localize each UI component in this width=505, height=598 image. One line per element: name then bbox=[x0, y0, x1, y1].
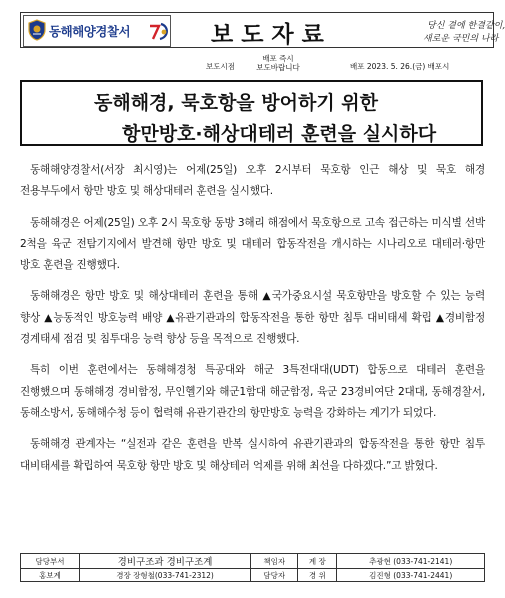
release-info bbox=[0, 54, 505, 78]
headline-box bbox=[20, 80, 483, 146]
contact-cell: 담당자 bbox=[251, 569, 298, 582]
embargo-line1: 배포 즉시 bbox=[262, 54, 294, 63]
contact-table bbox=[20, 553, 485, 582]
table-row bbox=[21, 554, 485, 569]
headline-line1: 동해해경, 묵호항을 방어하기 위한 bbox=[94, 92, 379, 114]
org-logo bbox=[23, 15, 171, 47]
headline-line2: 항만방호·해상대테러 훈련을 실시하다 bbox=[122, 123, 437, 145]
distribution-date: 배포 2023. 5. 26.(금) 배포시 bbox=[350, 62, 450, 71]
release-timing-label: 보도시점 bbox=[206, 62, 235, 71]
contact-cell: 홍보계 bbox=[21, 569, 80, 582]
contact-cell: 경비구조과 경비구조계 bbox=[79, 554, 250, 569]
document-type-title: 보도자료 bbox=[211, 22, 332, 48]
paragraph: 동해해양경찰서(서장 최시영)는 어제(25일) 오후 2시부터 묵호항 인근 해상 및 묵호 해경 전용부두에서 항만 방호 및 해상대테러 훈련을 실시했다. bbox=[20, 164, 485, 198]
paragraph: 특히 이번 훈련에서는 동해해경청 특공대와 해군 3특전대대(UDT) 합동으로 대테러 훈련을 진행했으며 동해해경 경비함정, 무인헬기와 해군1함대 해군함정, 육군 23경비여단 2대대, 동해경찰서, 동해소방서, 동해해수청 등이 협력해 유관기관간의 항만방호 능력을 강화하는 계기가 되었다. bbox=[20, 364, 485, 419]
contact-cell: 추광현 (033-741-2141) bbox=[337, 554, 485, 569]
slogan-line1: 당신 곁에 한결같이, bbox=[427, 21, 505, 31]
article-body bbox=[20, 160, 485, 487]
header-banner bbox=[20, 12, 505, 48]
contact-cell: 담당부서 bbox=[21, 554, 80, 569]
slogan-calligraphy bbox=[421, 16, 505, 44]
anniversary-mark-icon bbox=[148, 20, 170, 42]
coast-guard-emblem-icon bbox=[28, 19, 46, 41]
paragraph: 동해해경은 항만 방호 및 해상대테러 훈련을 통해 ▲국가중요시설 묵호항만을 방호할 수 있는 능력 향상 ▲능동적인 방호능력 배양 ▲유관기관과의 합동작전을 통한 항만 침투 대비태세 확립 ▲경비함정 경계태세 점검 및 침투대응 능력 향상 등을 목적으로 진행했다. bbox=[20, 290, 485, 346]
contact-cell: 경 위 bbox=[298, 569, 337, 582]
org-name: 동해해양경찰서 bbox=[49, 24, 131, 39]
contact-cell: 책임자 bbox=[251, 554, 298, 569]
embargo-line2: 보도바랍니다 bbox=[256, 63, 300, 72]
table-row bbox=[21, 569, 485, 582]
paragraph: 동해해경 관계자는 “실전과 같은 훈련을 반복 실시하여 유관기관과의 합동작전을 통한 항만 침투 대비태세를 확립하여 묵호항 항만 방호 및 해상테러 억제를 위해 최선을 다하겠다.”고 밝혔다. bbox=[20, 438, 485, 472]
paragraph: 동해해경은 어제(25일) 오후 2시 묵호항 동방 3해리 해점에서 묵호항으로 고속 접근하는 미식별 선박 2척을 육군 전탐기지에서 발견해 항만 방호 및 대테러 합동작전을 개시하는 시나리오로 대테러·항만 방호 훈련을 진행했다. bbox=[20, 216, 485, 272]
embargo-note bbox=[248, 54, 308, 72]
contact-cell: 경장 장형철(033-741-2312) bbox=[79, 569, 250, 582]
contact-cell: 계 장 bbox=[298, 554, 337, 569]
contact-cell: 김진형 (033-741-2441) bbox=[337, 569, 485, 582]
slogan-line2: 새로운 국민의 나라 bbox=[423, 34, 499, 44]
